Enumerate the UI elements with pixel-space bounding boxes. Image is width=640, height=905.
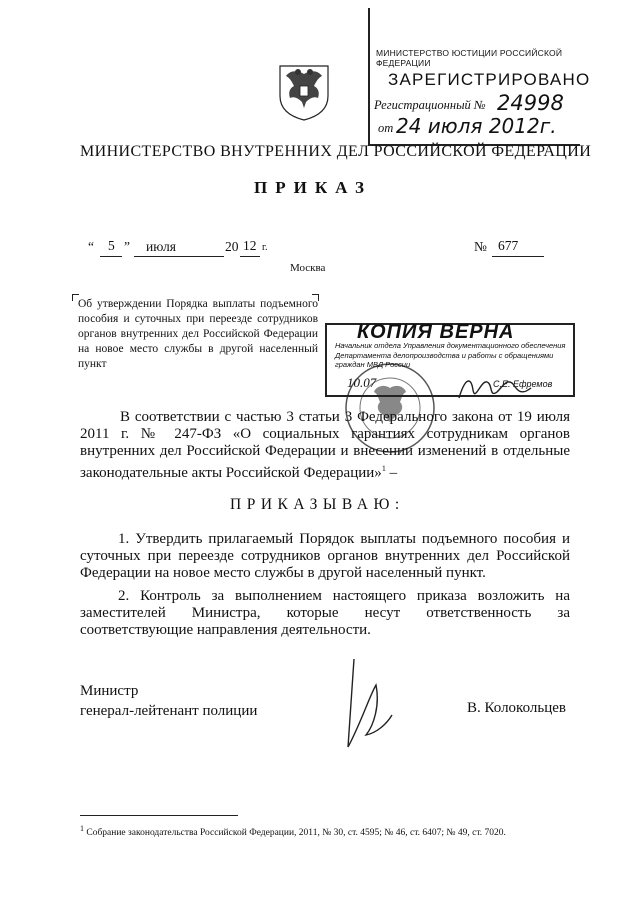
registration-stamp: [368, 8, 591, 146]
date-quote-close: ”: [124, 239, 130, 254]
date-year-unit: г.: [262, 242, 268, 253]
date-quote-open: “: [88, 239, 94, 254]
intro-tail: –: [385, 465, 398, 481]
footnote-mark: 1: [80, 824, 84, 833]
document-type: ПРИКАЗ: [254, 178, 372, 197]
signer-role-line-2: генерал-лейтенант полиции: [80, 703, 258, 719]
stamp-ministry: МИНИСТЕРСТВО ЮСТИЦИИ РОССИЙСКОЙ ФЕДЕРАЦИИ: [376, 48, 563, 68]
stamp-from-value: 24 июля 2012г.: [396, 114, 557, 138]
date-day-underline: [100, 256, 122, 257]
copy-verified-stamp: [325, 323, 575, 397]
intro-text: В соответствии с частью 3 статьи 3 Федерального закона от 19 июля 2011 г. № 247-ФЗ «О социальных гарантиях сотрудникам органов внутренних дел Российской Федерации и внесении изменений в отдельные законодательные акты Российской Федерации»: [80, 409, 570, 481]
date-month: июля: [146, 239, 176, 254]
order-number-underline: [492, 256, 544, 257]
stamp-number-label: Регистрационный №: [374, 98, 486, 112]
stamp-status: ЗАРЕГИСТРИРОВАНО: [388, 70, 591, 89]
copy-stamp-date: 10.07: [347, 375, 377, 390]
date-year-suffix: 12: [243, 238, 257, 253]
order-number-value: 677: [498, 238, 519, 253]
footnote-divider: [80, 815, 238, 816]
signer-role: [80, 681, 257, 721]
stamp-number-value: 24998: [497, 91, 564, 115]
stamp-from-label: от: [378, 121, 394, 135]
minister-signature-icon: [340, 655, 404, 755]
footnote: [80, 824, 506, 838]
order-number-label: №: [474, 239, 487, 254]
coat-of-arms-emblem: [276, 58, 332, 122]
city: Москва: [290, 262, 326, 274]
copy-stamp-signature-icon: [455, 368, 535, 408]
order-item-1: 1. Утвердить прилагаемый Порядок выплаты подъемного пособия и суточных при переезде сотрудников органов внутренних дел Российской Федерации на новое место службы в другой населенный пункт.: [80, 531, 570, 581]
date-day: 5: [108, 238, 115, 253]
orders-heading: ПРИКАЗЫВАЮ:: [230, 496, 405, 513]
copy-stamp-title: КОПИЯ ВЕРНА: [357, 321, 515, 343]
date-month-underline: [134, 256, 224, 257]
date-year-underline: [240, 256, 260, 257]
order-item-2: 2. Контроль за выполнением настоящего приказа возложить на заместителей Министра, которые несут ответственность за соответствующие направления деятельности.: [80, 588, 570, 638]
date-year-prefix: 20: [225, 239, 239, 254]
order-subject: Об утверждении Порядка выплаты подъемного пособия и суточных при переезде сотрудников органов внутренних дел Российской Федерации на новое место службы в другой населенный пункт: [78, 298, 318, 370]
intro-paragraph: [80, 409, 570, 482]
footnote-text: Собрание законодательства Российской Федерации, 2011, № 30, ст. 4595; № 46, ст. 6407; № 49, ст. 7020.: [84, 828, 506, 839]
copy-stamp-signer: С.Е. Ефремов: [493, 379, 553, 389]
intro-footnote-mark: 1: [381, 464, 386, 473]
signer-role-line-1: Министр: [80, 683, 139, 699]
signer-name: В. Колокольцев: [467, 700, 566, 716]
copy-stamp-description: Начальник отдела Управления документационного обеспечения Департамента делопроизводства и работы с обращениями граждан МВД России: [335, 341, 566, 369]
ministry-title: МИНИСТЕРСТВО ВНУТРЕННИХ ДЕЛ РОССИЙСКОЙ ФЕДЕРАЦИИ: [80, 143, 592, 160]
